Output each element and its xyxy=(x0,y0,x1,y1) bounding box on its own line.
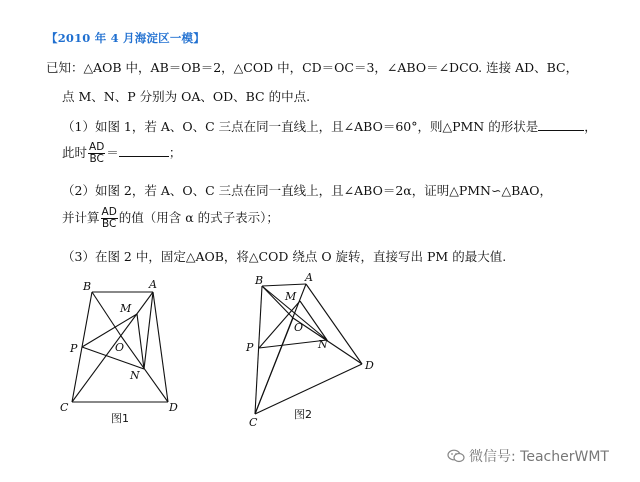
fig2-label-o: O xyxy=(294,321,304,334)
watermark xyxy=(447,446,609,466)
fig1-label-o: O xyxy=(115,341,125,354)
part3-line: （3）在图 2 中，固定△AOB，将△COD 绕点 O 旋转，直接写出 PM 的最大值. xyxy=(62,249,507,264)
fig2-label-b: B xyxy=(255,274,264,287)
fig1-label-m: M xyxy=(120,302,132,315)
part1-line-1: （1）如图 1，若 A、O、C 三点在同一直线上，且∠ABO＝60°，则△PMN 的形状是 ， xyxy=(62,119,597,134)
fig1-label-d: D xyxy=(169,401,178,414)
fig1-label-c: C xyxy=(60,401,69,414)
part2-line-1: （2）如图 2，若 A、O、C 三点在同一直线上，且∠ABO＝2α，证明△PMN∽△BAO， xyxy=(62,183,553,198)
watermark-text: 微信号: TeacherWMT xyxy=(469,449,609,465)
part1-text: （1）如图 1，若 A、O、C 三点在同一直线上，且∠ABO＝60°，则△PMN 的形状是 xyxy=(62,119,539,134)
fraction-ad-bc: $\frac{AD}{BC}$ xyxy=(89,141,105,165)
wechat-icon xyxy=(447,449,465,463)
fraction-ad-bc-2: $\frac{AD}{BC}$ xyxy=(101,206,117,230)
intro-line-1: 已知：△AOB 中，AB＝OB＝2，△COD 中，CD＝OC＝3，∠ABO＝∠DCO. 连接 AD、BC， xyxy=(46,60,579,75)
fig2-label-c: C xyxy=(249,416,258,429)
fig2-label-p: P xyxy=(246,341,254,354)
figure1-caption: 图1 xyxy=(111,412,129,425)
fig1-label-b: B xyxy=(83,280,92,293)
part2-line-2: 并计算 $\frac{AD}{BC}$ 的值（用含 α 的式子表示）； xyxy=(62,206,279,230)
figure-2 xyxy=(255,284,362,414)
fig2-label-a: A xyxy=(305,271,313,284)
source-header: 【2010 年 4 月海淀区一模】 xyxy=(46,31,205,45)
part1-line-2: 此时 $\frac{AD}{BC}$ ＝ ； xyxy=(62,141,182,165)
figure2-caption: 图2 xyxy=(294,408,312,421)
fig1-label-a: A xyxy=(149,278,157,291)
fig1-label-n: N xyxy=(130,369,140,382)
fig1-label-p: P xyxy=(70,342,78,355)
intro-line-2: 点 M、N、P 分别为 OA、OD、BC 的中点. xyxy=(62,89,311,104)
fig2-label-n: N xyxy=(318,338,328,351)
fig2-label-m: M xyxy=(285,290,297,303)
fig2-label-d: D xyxy=(365,359,374,372)
